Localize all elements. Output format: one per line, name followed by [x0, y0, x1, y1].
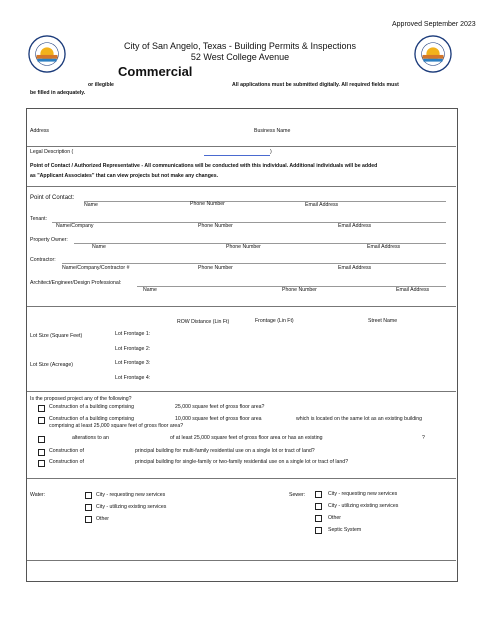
instruction-line2: be filled in adequately. — [30, 90, 86, 96]
instruction-line1-left: or illegible — [88, 82, 114, 88]
office-address: 52 West College Avenue — [190, 52, 290, 62]
tenant-phone-caption: Phone Number — [198, 223, 233, 229]
option-2-text-d: comprising at least 25,000 square feet of gross floor area? — [49, 423, 184, 429]
contractor-phone-caption: Phone Number — [198, 265, 233, 271]
owner-name-caption: Name — [92, 244, 106, 250]
contractor-label: Contractor: — [30, 257, 56, 263]
sewer-option-1: City - requesting new services — [328, 491, 398, 497]
contractor-name-caption: Name/Company/Contractor # — [62, 265, 130, 271]
architect-name-caption: Name — [143, 287, 157, 293]
poc-name-caption: Name — [84, 202, 98, 208]
lot-frontage-1-label: Lot Frontage 1: — [115, 331, 151, 337]
instruction-line1-right: All applications must be submitted digitally. All required fields must — [232, 82, 399, 88]
tenant-name-caption: Name/Company — [56, 223, 94, 229]
water-existing-services-checkbox[interactable] — [85, 504, 92, 511]
water-label: Water: — [30, 492, 46, 498]
tenant-email-caption: Email Address — [338, 223, 372, 229]
frontage-header: Frontage (Lin Ft) — [255, 318, 294, 324]
architect-phone-caption: Phone Number — [282, 287, 317, 293]
city-title: City of San Angelo, Texas - Building Permits & Inspections — [124, 41, 356, 51]
sewer-new-services-checkbox[interactable] — [315, 491, 322, 498]
septic-system-checkbox[interactable] — [315, 527, 322, 534]
sewer-option-4: Septic System — [328, 527, 362, 533]
sewer-option-3: Other — [328, 515, 341, 521]
option-1-text: Construction of a building comprising — [49, 404, 135, 410]
divider — [27, 306, 456, 307]
business-name-label: Business Name — [254, 128, 291, 134]
contact-note-line1: Point of Contact / Authorized Representative - All communications will be conducted with this individual. Additional individuals will be added — [30, 163, 378, 169]
sewer-option-2: City - utilizing existing services — [328, 503, 399, 509]
legal-description-label: Legal Description ( — [30, 149, 74, 155]
option-2-checkbox[interactable] — [38, 417, 45, 424]
option-3-text-c: ? — [422, 435, 425, 441]
row-distance-header: ROW Distance (Lin Ft) — [177, 319, 230, 325]
option-2-text-b: 10,000 square feet of gross floor area — [175, 416, 262, 422]
option-3-text: alterations to an — [72, 435, 109, 441]
contractor-field[interactable] — [62, 263, 446, 264]
contact-note-line2: as "Applicant Associates" that can view projects but not make any changes. — [30, 173, 219, 179]
divider — [27, 146, 456, 147]
divider — [27, 391, 456, 392]
owner-phone-caption: Phone Number — [226, 244, 261, 250]
owner-email-caption: Email Address — [367, 244, 401, 250]
option-5-text: Construction of — [49, 459, 84, 465]
option-4-checkbox[interactable] — [38, 449, 45, 456]
tenant-field[interactable] — [52, 222, 446, 223]
option-4-text-b: principal building for multi-family residential use on a single lot or tract of land? — [135, 448, 315, 454]
option-5-checkbox[interactable] — [38, 460, 45, 467]
lot-frontage-3-label: Lot Frontage 3: — [115, 360, 151, 366]
project-question: Is the proposed project any of the following? — [30, 396, 132, 402]
option-5-text-b: principal building for single-family or two-family residential use on a single lot or tract of land? — [135, 459, 349, 465]
option-1-text-b: 25,000 square feet of gross floor area? — [175, 404, 265, 410]
divider — [27, 560, 456, 561]
lot-frontage-2-label: Lot Frontage 2: — [115, 346, 151, 352]
architect-email-caption: Email Address — [396, 287, 430, 293]
divider — [27, 478, 456, 479]
option-2-text-c: which is located on the same lot as an existing building — [296, 416, 423, 422]
lot-size-sqft-label: Lot Size (Square Feet) — [30, 333, 83, 339]
water-other-checkbox[interactable] — [85, 516, 92, 523]
contractor-email-caption: Email Address — [338, 265, 372, 271]
sewer-other-checkbox[interactable] — [315, 515, 322, 522]
option-3-checkbox[interactable] — [38, 436, 45, 443]
poc-email-caption: Email Address — [305, 202, 339, 208]
architect-label: Architect/Engineer/Design Professional: — [30, 280, 122, 286]
option-2-text: Construction of a building comprising — [49, 416, 135, 422]
lot-frontage-4-label: Lot Frontage 4: — [115, 375, 151, 381]
point-of-contact-field[interactable] — [84, 201, 446, 202]
water-option-2: City - utilizing existing services — [96, 504, 167, 510]
street-name-header: Street Name — [368, 318, 398, 324]
point-of-contact-label: Point of Contact: — [30, 195, 75, 201]
water-option-1: City - requesting new services — [96, 492, 166, 498]
sewer-existing-services-checkbox[interactable] — [315, 503, 322, 510]
option-4-text: Construction of — [49, 448, 84, 454]
approved-date: Approved September 2023 — [392, 21, 476, 28]
sewer-label: Sewer: — [289, 492, 306, 498]
legal-close-paren: ) — [270, 149, 272, 155]
tenant-label: Tenant: — [30, 216, 48, 222]
form-type-title: Commercial — [118, 64, 193, 79]
lot-size-acreage-label: Lot Size (Acreage) — [30, 362, 73, 368]
water-new-services-checkbox[interactable] — [85, 492, 92, 499]
owner-label: Property Owner: — [30, 237, 68, 243]
option-3-text-b: of at least 25,000 square feet of gross floor area or has an existing — [170, 435, 323, 441]
water-option-3: Other — [96, 516, 109, 522]
address-label: Address — [30, 128, 50, 134]
divider — [27, 186, 456, 187]
poc-phone-caption: Phone Number — [190, 201, 225, 207]
option-1-checkbox[interactable] — [38, 405, 45, 412]
legal-description-field[interactable] — [204, 155, 270, 156]
